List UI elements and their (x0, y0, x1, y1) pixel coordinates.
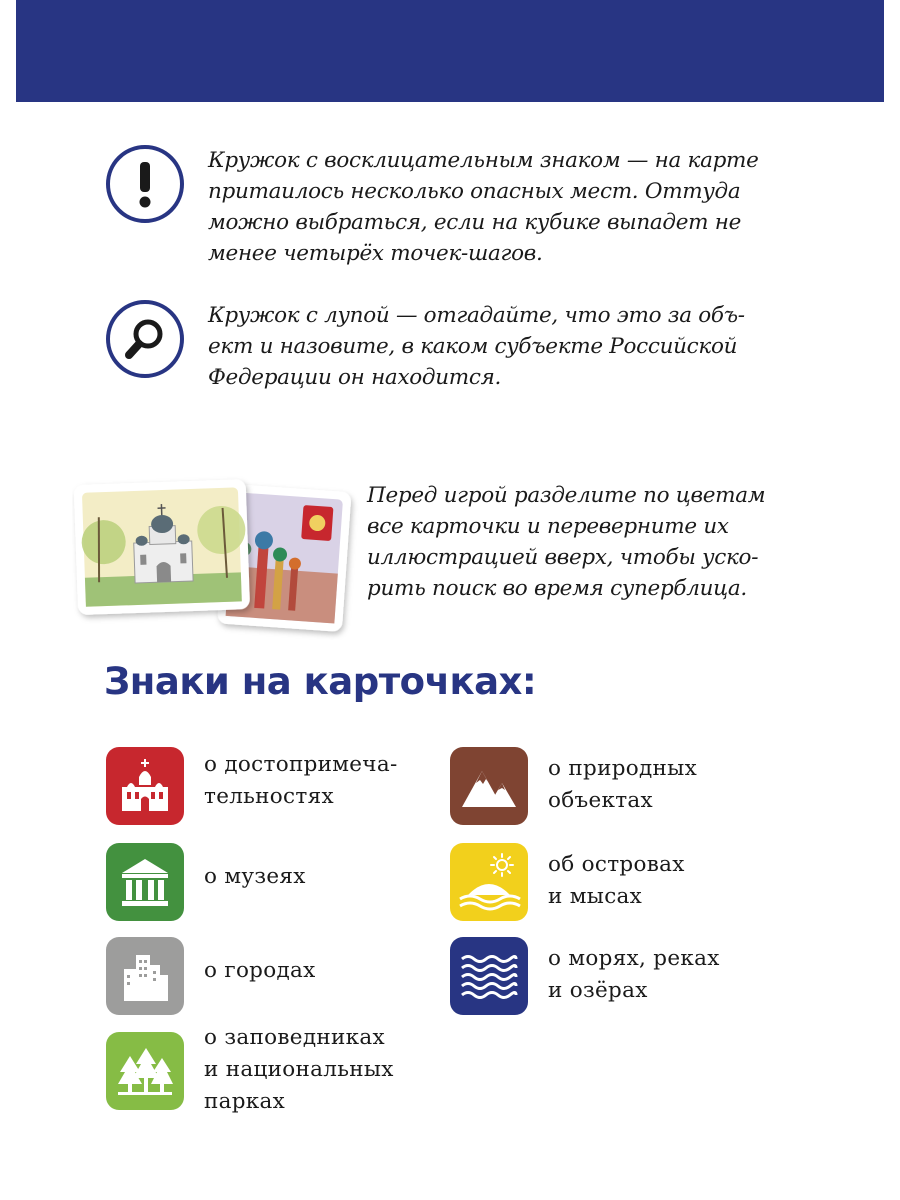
sign-waters-label (548, 943, 798, 1007)
sign-label-line: о городах (204, 958, 316, 983)
forest-icon (106, 1032, 184, 1110)
card-church (74, 479, 250, 615)
sign-label-line: о природных (548, 756, 698, 781)
section-title: Знаки на карточках: (104, 660, 537, 703)
exclamation-icon (106, 145, 184, 223)
rule-danger-text (208, 145, 788, 269)
sign-reserves-label (204, 1022, 454, 1118)
sign-label-line: о музеях (204, 864, 306, 889)
rule-line: ект и назовите, в каком субъекте Российской (208, 334, 738, 359)
sign-label-line: об островах (548, 852, 685, 877)
sign-label-line: тельностях (204, 784, 334, 809)
tip-line: иллюстрацией вверх, чтобы уско- (367, 545, 759, 570)
museum-icon (106, 843, 184, 921)
sign-label-line: объектах (548, 788, 653, 813)
rule-line: Кружок с восклицательным знаком — на карте (208, 148, 759, 173)
rule-line: Федерации он находится. (208, 365, 502, 390)
sign-label-line: и мысах (548, 884, 643, 909)
landmark-icon (106, 747, 184, 825)
header-band (16, 0, 884, 102)
sign-nature-label (548, 753, 798, 817)
city-icon (106, 937, 184, 1015)
magnifier-icon (106, 300, 184, 378)
sign-label-line: и озёрах (548, 978, 648, 1003)
tip-line: все карточки и переверните их (367, 514, 729, 539)
cards-illustration (72, 470, 362, 640)
sign-cities-label (204, 955, 454, 987)
sign-label-line: и национальных (204, 1057, 394, 1082)
sign-label-line: о достопримеча- (204, 752, 398, 777)
rule-line: притаилось несколько опасных мест. Оттуда (208, 179, 741, 204)
mountain-icon (450, 747, 528, 825)
sign-label-line: парках (204, 1089, 286, 1114)
rule-guess-text (208, 300, 788, 393)
sign-label-line: о заповедниках (204, 1025, 385, 1050)
tip-text (367, 480, 807, 604)
waves-icon (450, 937, 528, 1015)
rule-line: можно выбраться, если на кубике выпадет не (208, 210, 742, 235)
sign-landmarks-label (204, 749, 454, 813)
tip-line: Перед игрой разделите по цветам (367, 483, 766, 508)
sign-label-line: о морях, реках (548, 946, 720, 971)
rule-line: менее четырёх точек-шагов. (208, 241, 543, 266)
island-icon (450, 843, 528, 921)
tip-line: рить поиск во время суперблица. (367, 576, 747, 601)
sign-islands-label (548, 849, 798, 913)
rule-line: Кружок с лупой — отгадайте, что это за объ- (208, 303, 745, 328)
sign-museums-label (204, 861, 454, 893)
